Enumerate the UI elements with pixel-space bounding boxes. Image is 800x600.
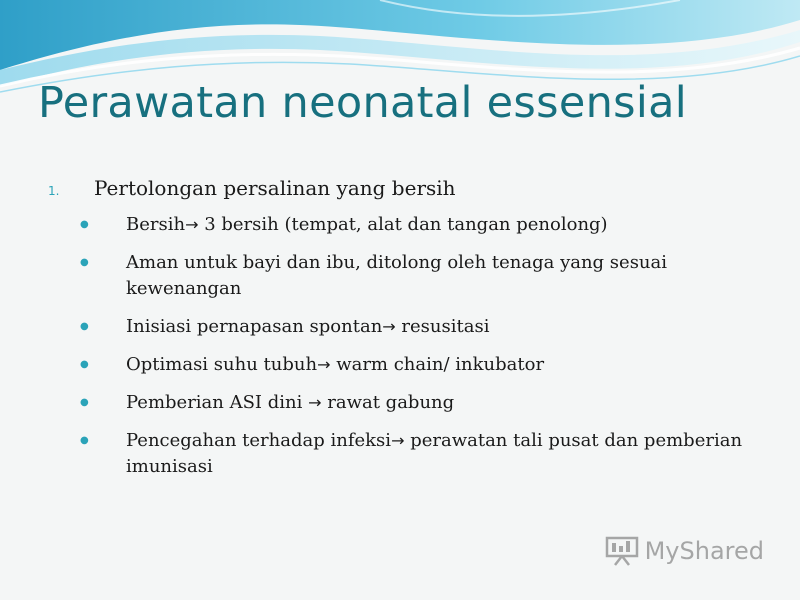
bullet-item — [80, 212, 760, 238]
arrow-right-icon: → — [317, 355, 331, 374]
bullet-item — [80, 314, 760, 340]
bullet-item — [80, 352, 760, 378]
bullet-dot-icon: ● — [80, 359, 89, 370]
numbered-item-text: Pertolongan persalinan yang bersih — [94, 176, 456, 200]
bullet-text: Pencegahan terhadap infeksi — [126, 430, 392, 451]
numbered-marker: 1. — [48, 184, 60, 198]
bullet-list — [80, 212, 760, 492]
bullet-dot-icon: ● — [80, 257, 89, 268]
bullet-dot-icon: ● — [80, 397, 89, 408]
arrow-right-icon: → — [382, 317, 396, 336]
bullet-text: Pemberian ASI dini — [126, 392, 309, 413]
arrow-right-icon: → — [308, 393, 322, 412]
arrow-right-icon: → — [391, 431, 405, 450]
bullet-text-after: perawatan tali pusat dan pemberian imunisasi — [126, 430, 743, 477]
bullet-text: Bersih — [126, 214, 186, 235]
slide-title: Perawatan neonatal essensial — [38, 78, 687, 128]
watermark-text: MyShared — [644, 537, 764, 565]
bullet-item — [80, 428, 760, 480]
bullet-item — [80, 390, 760, 416]
bullet-text-after: rawat gabung — [321, 392, 455, 413]
presentation-board-icon — [605, 536, 639, 566]
myshared-watermark — [605, 536, 764, 566]
bullet-text-after: warm chain/ inkubator — [330, 354, 545, 375]
bullet-text: Optimasi suhu tubuh — [126, 354, 318, 375]
bullet-dot-icon: ● — [80, 321, 89, 332]
bullet-text: Inisiasi pernapasan spontan — [126, 316, 383, 337]
bullet-dot-icon: ● — [80, 435, 89, 446]
arrow-right-icon: → — [185, 215, 199, 234]
bullet-item — [80, 250, 760, 302]
bullet-dot-icon: ● — [80, 219, 89, 230]
bullet-text-after: resusitasi — [395, 316, 490, 337]
bullet-text: Aman untuk bayi dan ibu, ditolong oleh tenaga yang sesuai kewenangan — [126, 252, 668, 299]
bullet-text-after: 3 bersih (tempat, alat dan tangan penolong) — [198, 214, 608, 235]
